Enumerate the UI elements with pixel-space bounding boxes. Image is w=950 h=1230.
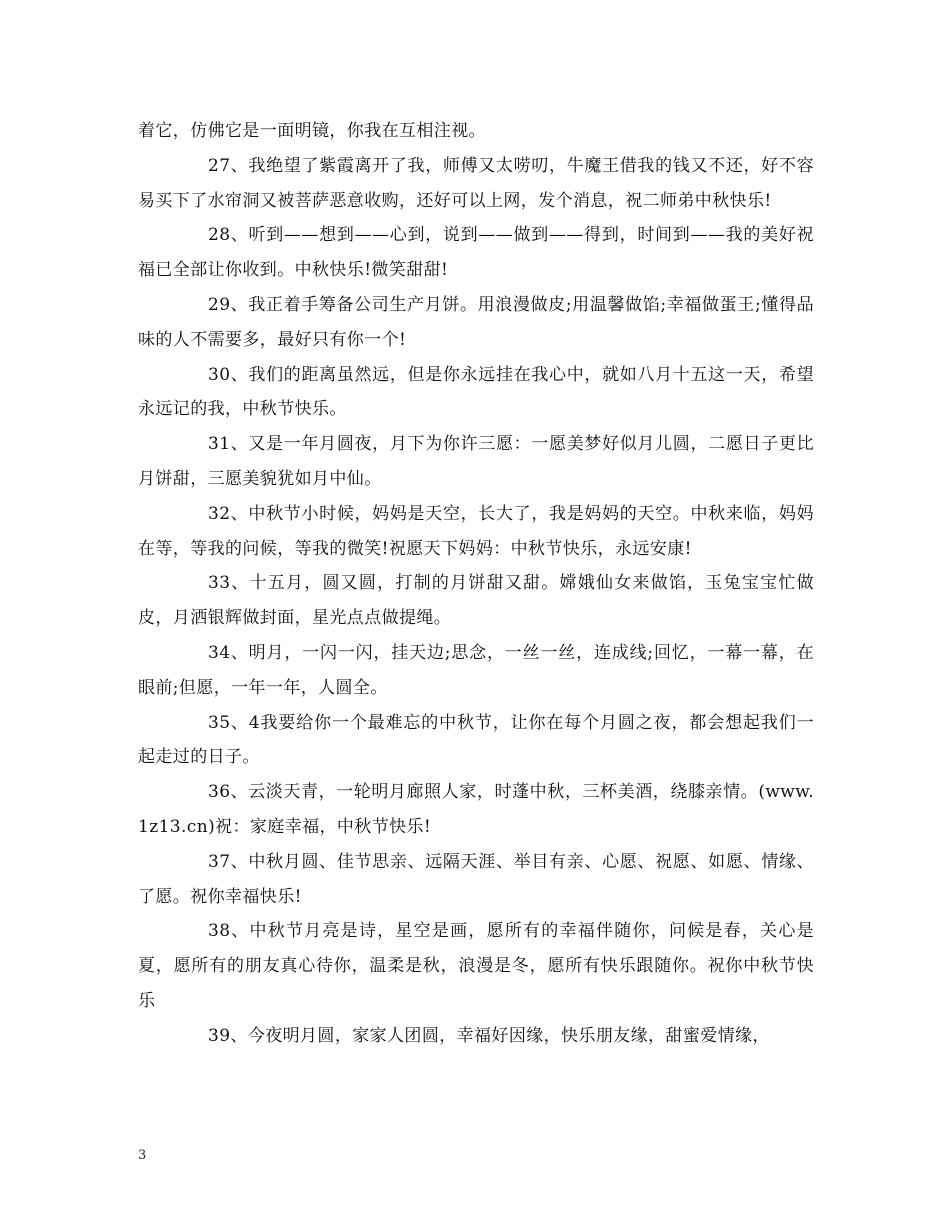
paragraph-39: 39、今夜明月圆，家家人团圆，幸福好因缘，快乐朋友缘，甜蜜爱情缘， xyxy=(208,1025,770,1046)
paragraph-34: 34、明月，一闪一闪，挂天边;思念，一丝一丝，连成线;回忆，一幕一幕，在眼前;但愿，一年一年，人圆全。 xyxy=(138,642,814,698)
paragraph-30: 30、我们的距离虽然远，但是你永远挂在我心中，就如八月十五这一天，希望永远记的我，中秋节快乐。 xyxy=(138,364,814,420)
paragraph-31: 31、又是一年月圆夜，月下为你许三愿：一愿美梦好似月儿圆，二愿日子更比月饼甜，三愿美貌犹如月中仙。 xyxy=(138,434,814,489)
paragraph-33: 33、十五月，圆又圆，打制的月饼甜又甜。嫦娥仙女来做馅，玉兔宝宝忙做皮，月洒银辉做封面，星光点点做提绳。 xyxy=(138,573,814,629)
paragraph-36: 36、云淡天青，一轮明月廊照人家，时蓬中秋，三杯美酒，绕膝亲情。(www.1z13.cn)祝：家庭幸福，中秋节快乐! xyxy=(138,782,814,837)
paragraph-38: 38、中秋节月亮是诗，星空是画，愿所有的幸福伴随你，问候是春，关心是夏，愿所有的朋友真心待你，温柔是秋，浪漫是冬，愿所有快乐跟随你。祝你中秋节快乐 xyxy=(138,921,814,1011)
paragraph-28: 28、听到——想到——心到，说到——做到——得到，时间到——我的美好祝福已全部让你收到。中秋快乐!微笑甜甜! xyxy=(138,225,814,281)
paragraph-37: 37、中秋月圆、佳节思亲、远隔天涯、举目有亲、心愿、祝愿、如愿、情缘、了愿。祝你幸福快乐! xyxy=(138,851,814,907)
paragraph-continuation: 着它，仿佛它是一面明镜，你我在互相注视。 xyxy=(138,121,486,141)
paragraph-32: 32、中秋节小时候，妈妈是天空，长大了，我是妈妈的天空。中秋来临，妈妈在等，等我的问候，等我的微笑!祝愿天下妈妈：中秋节快乐，永远安康! xyxy=(138,503,814,559)
paragraph-35: 35、4我要给你一个最难忘的中秋节，让你在每个月圆之夜，都会想起我们一起走过的日子。 xyxy=(138,712,814,768)
page-number: 3 xyxy=(138,1148,147,1163)
paragraph-29: 29、我正着手筹备公司生产月饼。用浪漫做皮;用温馨做馅;幸福做蛋王;懂得品味的人不需要多，最好只有你一个! xyxy=(138,294,814,350)
paragraph-27: 27、我绝望了紫霞离开了我，师傅又太唠叨，牛魔王借我的钱又不还，好不容易买下了水帘洞又被菩萨恶意收购，还好可以上网，发个消息，祝二师弟中秋快乐! xyxy=(138,155,814,211)
document-body xyxy=(138,114,814,1054)
